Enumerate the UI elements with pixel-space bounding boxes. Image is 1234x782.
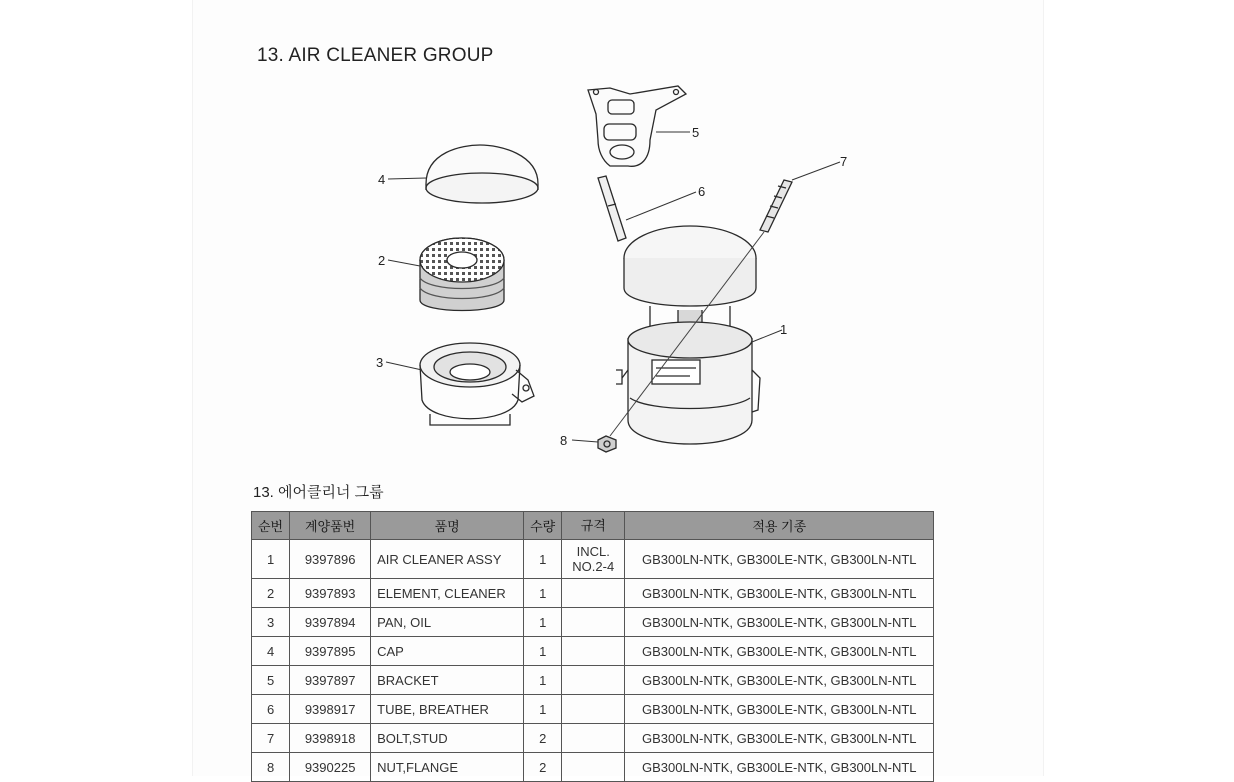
cell-spec <box>562 579 625 608</box>
cell-part-name: PAN, OIL <box>371 608 524 637</box>
cell-quantity: 1 <box>524 637 562 666</box>
parts-table-header-row <box>252 512 934 540</box>
cell-spec <box>562 666 625 695</box>
cap-part-drawing <box>426 145 538 203</box>
flange-nut-drawing <box>598 436 616 452</box>
cell-applicable-models: GB300LN-NTK, GB300LE-NTK, GB300LN-NTL <box>625 540 934 579</box>
spec-line-2: NO.2-4 <box>572 559 615 574</box>
callout-7: 7 <box>840 154 848 169</box>
cell-seq: 3 <box>252 608 290 637</box>
table-row <box>252 666 934 695</box>
cell-part-number: 9397893 <box>290 579 371 608</box>
header-part-number: 계양품번 <box>290 512 371 540</box>
section-subtitle-korean: 13. 에어클리너 그룹 <box>253 484 384 501</box>
cell-spec <box>562 637 625 666</box>
cell-quantity: 1 <box>524 540 562 579</box>
cell-part-name: TUBE, BREATHER <box>371 695 524 724</box>
cell-applicable-models: GB300LN-NTK, GB300LE-NTK, GB300LN-NTL <box>625 637 934 666</box>
header-quantity: 수량 <box>524 512 562 540</box>
cell-quantity: 1 <box>524 666 562 695</box>
cell-quantity: 1 <box>524 608 562 637</box>
cell-part-name: BRACKET <box>371 666 524 695</box>
cell-quantity: 2 <box>524 724 562 753</box>
cell-part-number: 9398917 <box>290 695 371 724</box>
cell-spec <box>562 608 625 637</box>
cell-quantity: 1 <box>524 579 562 608</box>
callout-3: 3 <box>376 355 384 370</box>
cell-applicable-models: GB300LN-NTK, GB300LE-NTK, GB300LN-NTL <box>625 695 934 724</box>
cell-seq: 8 <box>252 753 290 782</box>
bracket-part-drawing <box>588 86 686 166</box>
cell-part-name: ELEMENT, CLEANER <box>371 579 524 608</box>
breather-tube-part-drawing <box>598 176 626 241</box>
cell-part-number: 9398918 <box>290 724 371 753</box>
table-row <box>252 724 934 753</box>
cell-part-name: NUT,FLANGE <box>371 753 524 782</box>
callout-1: 1 <box>780 322 788 337</box>
table-row <box>252 540 934 579</box>
callout-6: 6 <box>698 184 706 199</box>
cell-part-number: 9397894 <box>290 608 371 637</box>
header-seq: 순번 <box>252 512 290 540</box>
cell-seq: 5 <box>252 666 290 695</box>
cell-applicable-models: GB300LN-NTK, GB300LE-NTK, GB300LN-NTL <box>625 666 934 695</box>
table-row <box>252 695 934 724</box>
exploded-parts-diagram <box>360 80 880 470</box>
section-title: 13. AIR CLEANER GROUP <box>257 44 494 66</box>
stud-bolt-part-drawing <box>760 180 792 232</box>
cell-part-number: 9397896 <box>290 540 371 579</box>
cell-applicable-models: GB300LN-NTK, GB300LE-NTK, GB300LN-NTL <box>625 579 934 608</box>
callout-8: 8 <box>560 433 568 448</box>
cell-part-name: AIR CLEANER ASSY <box>371 540 524 579</box>
table-row <box>252 753 934 782</box>
oil-pan-part-drawing <box>420 343 534 425</box>
cell-part-number: 9397895 <box>290 637 371 666</box>
cell-spec <box>562 695 625 724</box>
cell-seq: 2 <box>252 579 290 608</box>
callout-4: 4 <box>378 172 386 187</box>
header-part-name: 품명 <box>371 512 524 540</box>
header-applicable-models: 적용 기종 <box>625 512 934 540</box>
cell-part-number: 9397897 <box>290 666 371 695</box>
cell-quantity: 2 <box>524 753 562 782</box>
cell-seq: 7 <box>252 724 290 753</box>
header-spec: 규격 <box>562 512 625 540</box>
cell-seq: 1 <box>252 540 290 579</box>
cell-part-number: 9390225 <box>290 753 371 782</box>
spec-line-1: INCL. <box>576 544 610 559</box>
cell-part-name: CAP <box>371 637 524 666</box>
cell-part-name: BOLT,STUD <box>371 724 524 753</box>
cell-seq: 6 <box>252 695 290 724</box>
cell-quantity: 1 <box>524 695 562 724</box>
cell-seq: 4 <box>252 637 290 666</box>
air-cleaner-assy-drawing <box>616 226 760 444</box>
cell-spec <box>562 724 625 753</box>
cell-applicable-models: GB300LN-NTK, GB300LE-NTK, GB300LN-NTL <box>625 724 934 753</box>
parts-table <box>251 511 934 782</box>
table-row <box>252 637 934 666</box>
callout-5: 5 <box>692 125 700 140</box>
table-row <box>252 579 934 608</box>
callout-2: 2 <box>378 253 386 268</box>
element-part-drawing <box>420 238 504 311</box>
table-row <box>252 608 934 637</box>
cell-applicable-models: GB300LN-NTK, GB300LE-NTK, GB300LN-NTL <box>625 608 934 637</box>
cell-spec <box>562 540 625 579</box>
cell-spec <box>562 753 625 782</box>
cell-applicable-models: GB300LN-NTK, GB300LE-NTK, GB300LN-NTL <box>625 753 934 782</box>
